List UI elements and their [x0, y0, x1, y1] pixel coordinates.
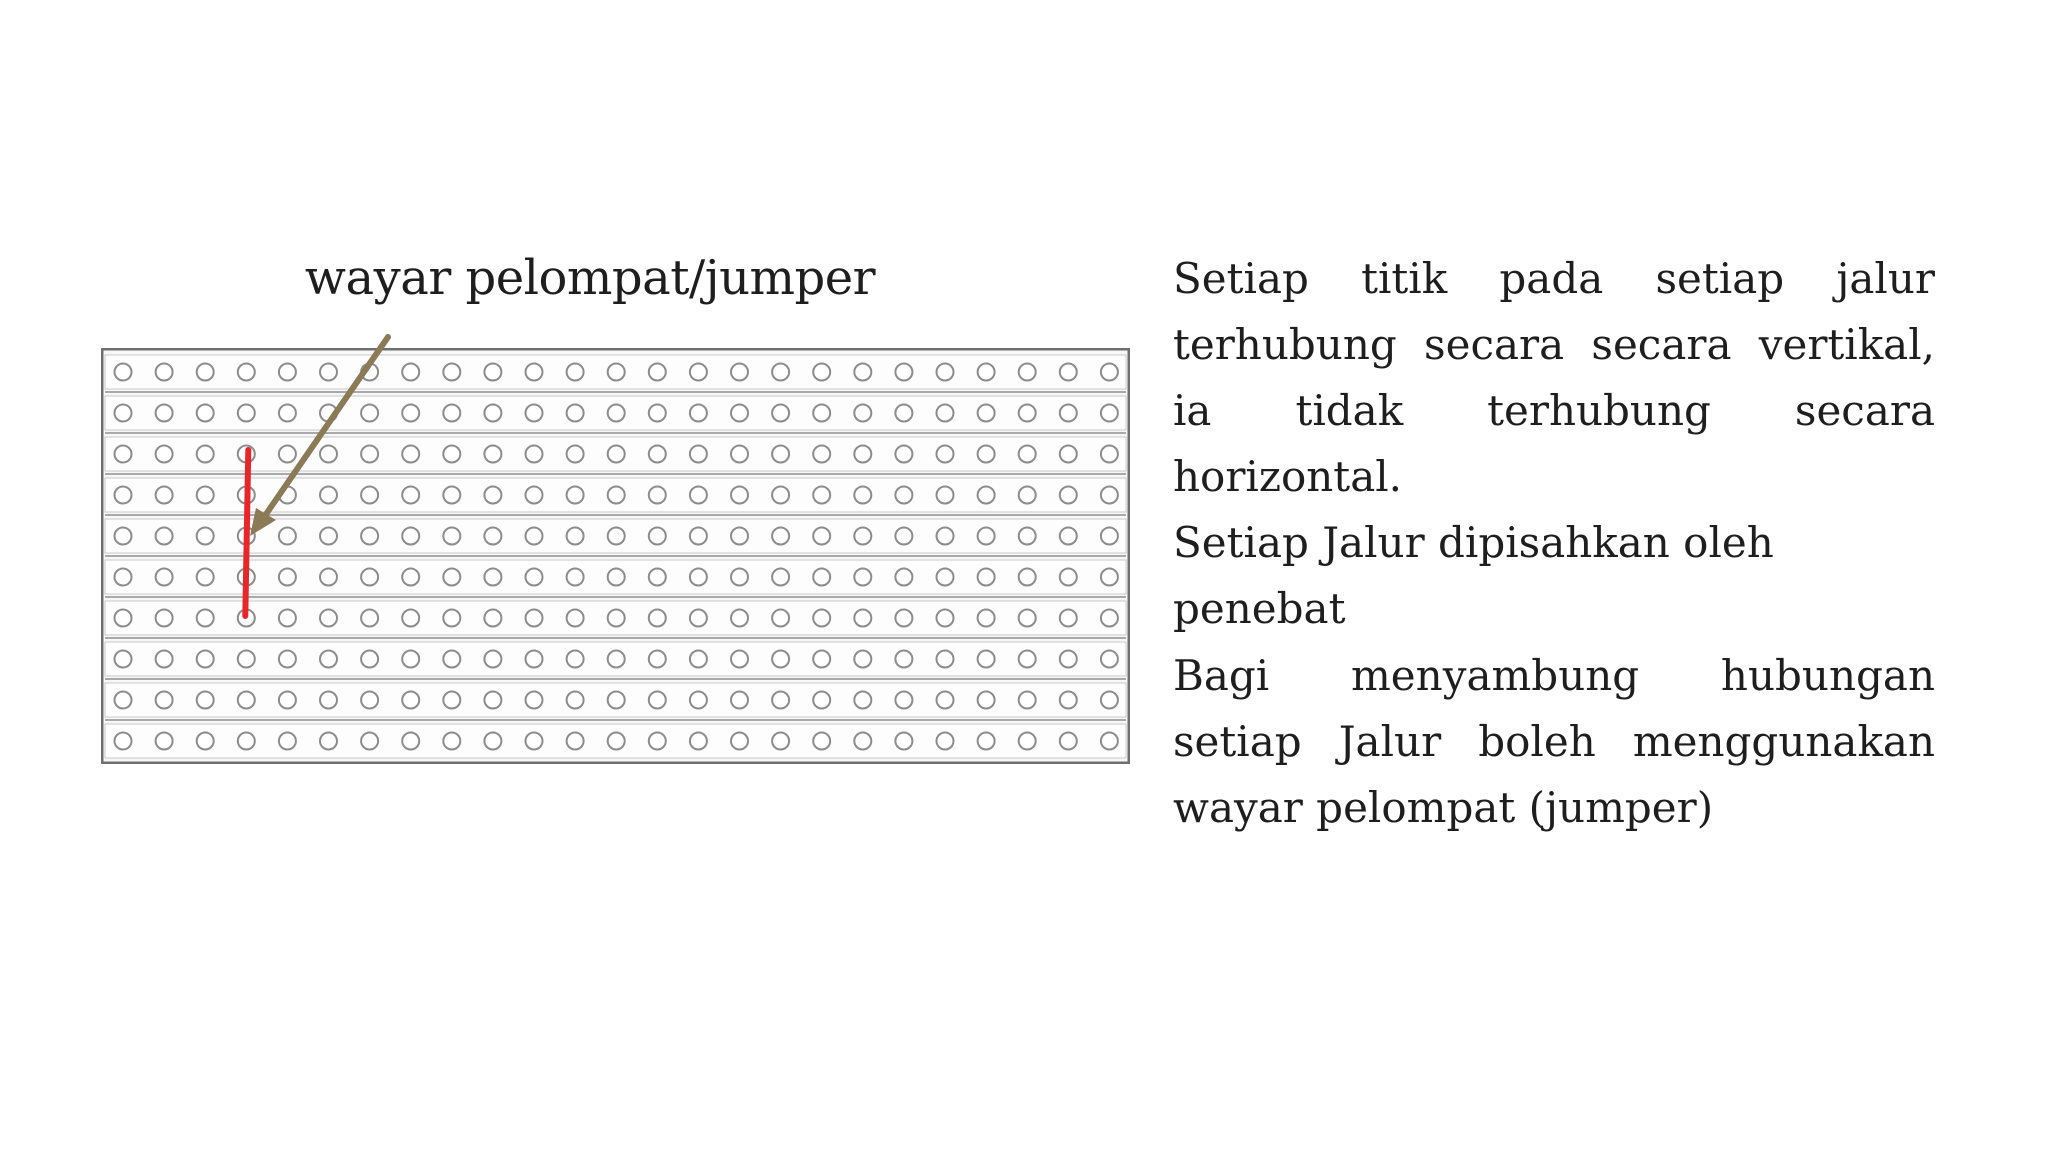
board-hole [608, 405, 625, 422]
board-hole [402, 651, 419, 668]
board-hole [649, 651, 666, 668]
board-hole [854, 610, 871, 627]
board-hole [731, 733, 748, 750]
board-hole [361, 528, 378, 545]
board-hole [854, 405, 871, 422]
board-hole [1101, 528, 1118, 545]
board-hole [813, 446, 830, 463]
board-hole [854, 651, 871, 668]
board-hole [978, 733, 995, 750]
board-hole [443, 733, 460, 750]
board-hole [854, 487, 871, 504]
board-hole [1060, 446, 1077, 463]
board-hole [402, 528, 419, 545]
board-hole [854, 446, 871, 463]
board-hole [772, 487, 789, 504]
board-hole [731, 569, 748, 586]
board-hole [1019, 364, 1036, 381]
board-hole [238, 651, 255, 668]
board-hole [484, 528, 501, 545]
board-hole [361, 692, 378, 709]
board-hole [895, 569, 912, 586]
board-hole [320, 610, 337, 627]
board-hole [649, 610, 666, 627]
board-hole [1019, 405, 1036, 422]
board-hole [895, 610, 912, 627]
board-hole [690, 610, 707, 627]
board-hole [402, 610, 419, 627]
board-hole [320, 651, 337, 668]
board-hole [115, 733, 132, 750]
board-hole [1060, 651, 1077, 668]
board-hole [1060, 528, 1077, 545]
board-hole [690, 692, 707, 709]
board-hole [978, 651, 995, 668]
board-hole [567, 610, 584, 627]
board-hole [813, 569, 830, 586]
board-hole [937, 692, 954, 709]
board-hole [279, 487, 296, 504]
board-hole [772, 692, 789, 709]
board-hole [320, 405, 337, 422]
board-hole [156, 692, 173, 709]
board-hole [279, 569, 296, 586]
board-hole [197, 692, 214, 709]
board-hole [1101, 610, 1118, 627]
board-hole [156, 487, 173, 504]
board-hole [813, 651, 830, 668]
board-hole [238, 364, 255, 381]
board-hole [567, 405, 584, 422]
board-hole [772, 733, 789, 750]
board-hole [813, 487, 830, 504]
board-hole [937, 733, 954, 750]
board-hole [361, 364, 378, 381]
board-hole [895, 692, 912, 709]
board-hole [978, 364, 995, 381]
board-hole [484, 651, 501, 668]
board-hole [115, 651, 132, 668]
board-hole [813, 364, 830, 381]
board-hole [649, 364, 666, 381]
board-hole [279, 405, 296, 422]
board-hole [772, 364, 789, 381]
board-hole [197, 651, 214, 668]
board-hole [731, 487, 748, 504]
board-hole [402, 733, 419, 750]
board-hole [443, 487, 460, 504]
board-hole [320, 364, 337, 381]
board-hole [1019, 610, 1036, 627]
board-hole [279, 692, 296, 709]
board-hole [1101, 487, 1118, 504]
board-hole [1019, 446, 1036, 463]
board-hole [937, 446, 954, 463]
board-hole [567, 651, 584, 668]
board-hole [443, 446, 460, 463]
board-hole [197, 364, 214, 381]
board-hole [649, 692, 666, 709]
board-hole [978, 692, 995, 709]
board-hole [320, 692, 337, 709]
board-hole [567, 528, 584, 545]
board-hole [978, 528, 995, 545]
board-hole [731, 610, 748, 627]
board-hole [1019, 692, 1036, 709]
board-hole [402, 446, 419, 463]
board-hole [361, 610, 378, 627]
board-hole [690, 487, 707, 504]
board-hole [443, 528, 460, 545]
board-hole [1101, 692, 1118, 709]
board-hole [115, 405, 132, 422]
board-hole [895, 528, 912, 545]
board-hole [1101, 446, 1118, 463]
board-hole [731, 364, 748, 381]
board-hole [484, 405, 501, 422]
board-hole [772, 405, 789, 422]
board-hole [197, 610, 214, 627]
board-hole [484, 692, 501, 709]
board-hole [279, 528, 296, 545]
board-hole [320, 569, 337, 586]
board-hole [895, 364, 912, 381]
board-hole [895, 405, 912, 422]
board-hole [238, 733, 255, 750]
board-hole [690, 569, 707, 586]
board-hole [649, 446, 666, 463]
board-hole [443, 610, 460, 627]
board-hole [895, 487, 912, 504]
board-hole [649, 528, 666, 545]
board-hole [320, 528, 337, 545]
board-hole [567, 364, 584, 381]
board-hole [978, 405, 995, 422]
board-hole [320, 487, 337, 504]
board-hole [937, 610, 954, 627]
board-hole [772, 610, 789, 627]
board-hole [526, 692, 543, 709]
board-hole [1101, 733, 1118, 750]
board-hole [238, 692, 255, 709]
board-hole [402, 364, 419, 381]
board-hole [197, 405, 214, 422]
board-hole [1019, 569, 1036, 586]
board-hole [813, 528, 830, 545]
board-hole [115, 364, 132, 381]
board-hole [772, 446, 789, 463]
board-hole [937, 528, 954, 545]
board-hole [937, 364, 954, 381]
board-hole [895, 446, 912, 463]
board-hole [484, 364, 501, 381]
board-hole [895, 733, 912, 750]
board-hole [156, 364, 173, 381]
board-hole [772, 528, 789, 545]
board-hole [484, 569, 501, 586]
board-hole [978, 487, 995, 504]
board-hole [361, 569, 378, 586]
board-hole [156, 528, 173, 545]
board-hole [361, 733, 378, 750]
board-hole [854, 569, 871, 586]
board-hole [156, 733, 173, 750]
board-hole [854, 528, 871, 545]
board-hole [115, 610, 132, 627]
board-hole [484, 487, 501, 504]
board-hole [115, 528, 132, 545]
board-hole [608, 692, 625, 709]
board-hole [1019, 651, 1036, 668]
board-hole [279, 733, 296, 750]
board-hole [197, 446, 214, 463]
board-hole [608, 569, 625, 586]
board-hole [526, 405, 543, 422]
board-hole [1019, 733, 1036, 750]
board-hole [567, 692, 584, 709]
board-hole [279, 446, 296, 463]
board-hole [567, 733, 584, 750]
board-hole [484, 733, 501, 750]
board-hole [484, 610, 501, 627]
board-hole [1060, 364, 1077, 381]
board-hole [443, 692, 460, 709]
board-hole [1060, 733, 1077, 750]
board-hole [1019, 528, 1036, 545]
board-hole [279, 651, 296, 668]
board-hole [1101, 569, 1118, 586]
board-hole [690, 528, 707, 545]
board-hole [567, 446, 584, 463]
board-hole [690, 651, 707, 668]
board-hole [526, 528, 543, 545]
board-hole [1060, 692, 1077, 709]
board-hole [361, 651, 378, 668]
board-hole [402, 692, 419, 709]
jumper-wire [245, 450, 248, 616]
board-hole [772, 569, 789, 586]
board-hole [156, 610, 173, 627]
board-hole [115, 487, 132, 504]
board-hole [238, 405, 255, 422]
board-hole [937, 405, 954, 422]
board-hole [649, 569, 666, 586]
board-hole [772, 651, 789, 668]
stripboard-diagram [101, 348, 1130, 764]
board-hole [978, 610, 995, 627]
board-hole [197, 528, 214, 545]
board-hole [1060, 569, 1077, 586]
board-hole [1060, 610, 1077, 627]
board-hole [526, 446, 543, 463]
board-hole [402, 405, 419, 422]
board-hole [197, 487, 214, 504]
board-hole [813, 733, 830, 750]
description-paragraph-3: Bagi menyambung hubungan setiap Jalur boleh menggunakan wayar pelompat (jumper) [1173, 651, 1935, 832]
board-hole [731, 651, 748, 668]
description-paragraph-1: Setiap titik pada setiap jalur terhubung secara secara vertikal, ia tidak terhubung secara horizontal. [1173, 254, 1935, 501]
board-hole [156, 569, 173, 586]
board-hole [279, 610, 296, 627]
board-hole [526, 733, 543, 750]
board-hole [1101, 405, 1118, 422]
board-hole [526, 651, 543, 668]
board-hole [895, 651, 912, 668]
board-hole [978, 446, 995, 463]
board-hole [813, 405, 830, 422]
board-hole [608, 733, 625, 750]
board-hole [731, 446, 748, 463]
board-hole [731, 405, 748, 422]
board-hole [937, 569, 954, 586]
board-hole [115, 569, 132, 586]
board-hole [526, 364, 543, 381]
board-hole [649, 405, 666, 422]
board-hole [937, 651, 954, 668]
board-hole [443, 405, 460, 422]
board-hole [567, 487, 584, 504]
board-hole [279, 364, 296, 381]
board-hole [608, 528, 625, 545]
board-hole [1101, 364, 1118, 381]
board-hole [854, 733, 871, 750]
board-hole [526, 610, 543, 627]
board-hole [649, 733, 666, 750]
board-hole [649, 487, 666, 504]
board-hole [402, 487, 419, 504]
board-hole [608, 610, 625, 627]
board-hole [320, 446, 337, 463]
board-hole [608, 487, 625, 504]
board-hole [115, 446, 132, 463]
board-hole [813, 692, 830, 709]
board-hole [731, 692, 748, 709]
board-hole [690, 405, 707, 422]
board-hole [156, 651, 173, 668]
description-paragraph-2: Setiap Jalur dipisahkan oleh penebat [1173, 518, 1774, 633]
board-hole [361, 405, 378, 422]
board-hole [690, 364, 707, 381]
board-hole [115, 692, 132, 709]
board-hole [937, 487, 954, 504]
board-hole [443, 569, 460, 586]
board-hole [854, 692, 871, 709]
board-hole [1060, 487, 1077, 504]
board-hole [731, 528, 748, 545]
board-hole [402, 569, 419, 586]
board-hole [690, 733, 707, 750]
board-hole [197, 569, 214, 586]
board-hole [156, 405, 173, 422]
board-hole [813, 610, 830, 627]
stripboard [101, 348, 1130, 764]
board-hole [320, 733, 337, 750]
board-hole [156, 446, 173, 463]
board-hole [1060, 405, 1077, 422]
board-hole [526, 569, 543, 586]
board-hole [1019, 487, 1036, 504]
board-hole [443, 364, 460, 381]
board-hole [608, 446, 625, 463]
board-hole [361, 446, 378, 463]
board-hole [978, 569, 995, 586]
jumper-wire-label: wayar pelompat/jumper [304, 250, 876, 306]
board-hole [1101, 651, 1118, 668]
board-hole [197, 733, 214, 750]
board-hole [443, 651, 460, 668]
board-hole [484, 446, 501, 463]
board-hole [608, 651, 625, 668]
board-hole [608, 364, 625, 381]
board-hole [526, 487, 543, 504]
board-hole [567, 569, 584, 586]
board-hole [690, 446, 707, 463]
board-hole [361, 487, 378, 504]
board-hole [854, 364, 871, 381]
